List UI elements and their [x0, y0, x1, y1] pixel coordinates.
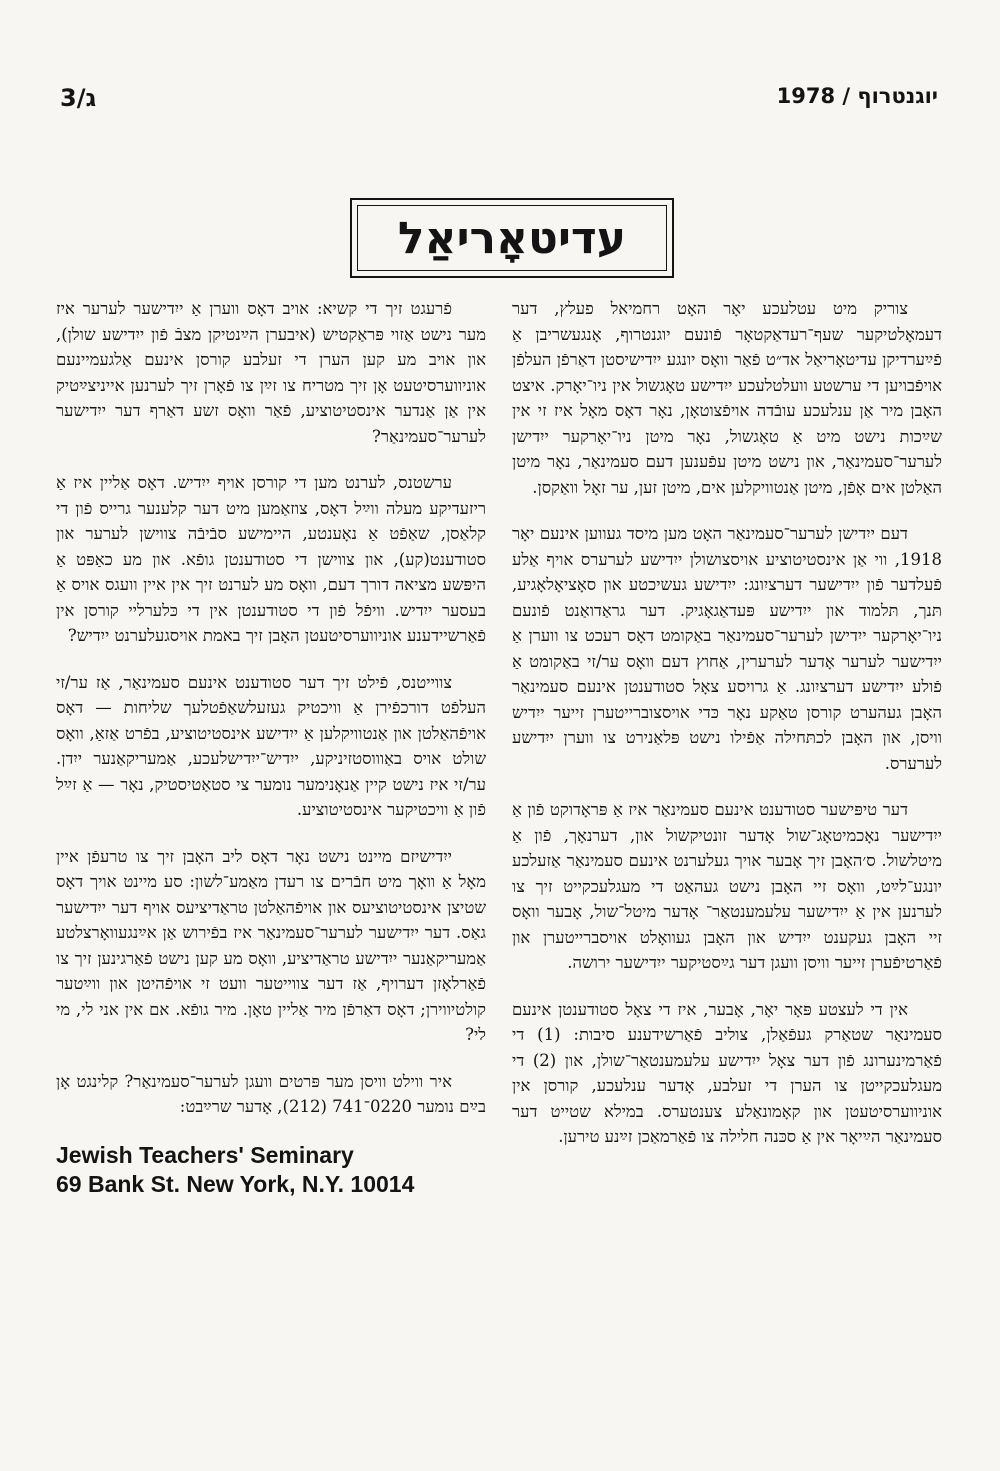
paragraph: ייִדישיזם מיינט נישט נאָר דאָס ליב האָבן זיך צו טרעפֿן איין מאָל אַ וואָך מיט חבֿרים צו רעדן מאַמע־לשון: סע מיינט אויך דאָס שטיצן אינסטיטוציעס און אויפֿהאַלטן טראַדיציעס אויף דער ייִדישער גאַס. דער ייִדישער לערער־סעמינאַר איז בפֿירוש אַן אײַנגעוואָרצלטע אַמעריקאַנער ייִדישע טראַדיציע, וואָס מע קען נישט פֿאַרגינען זיך צו פֿאַרלאָזן דערויף, אַז דער צווייטער וועט זי אויפֿהיטן און ווײַטער קולטיווירן; דאָס דאַרפֿן מיר אַליין טאָן. מיר גופֿא. אם אין אני לי, מי לי?	[56, 846, 486, 1044]
address-block	[56, 1141, 486, 1199]
issue-label: יוגנטרוף / 1978	[776, 84, 938, 108]
paragraph: ערשטנס, לערנט מען די קורסן אויף ייִדיש. דאָס אַליין איז אַ ריזעדיקע מעלה ווײַל דאָס, צוזאַמען מיט דער קלענער גרייס פֿון די קלאַסן, שאַפֿט אַ נאָענטע, היימישע סבֿיבֿה צווישן לערער און סטודענט(קע), און צווישן די סטודענטן גופֿא. און מע כאַפּט אַ היפּשע מציאה דורך דעם, וואָס מע לערנט זיך אין איין וועגס אויס אַ בעסער ייִדיש. וויפֿל פֿון די סטודענטן אין די כּלערליי קורסן אין פֿאַרשיידענע אוניווערסיטעטן האָבן זיך באמת אויסגעלערנט ייִדיש?	[56, 473, 486, 645]
title-box	[350, 198, 674, 278]
paragraph: צוריק מיט עטלעכע יאָר האָט רחמיאל פעלץ, דער דעמאָלטיקער שעף־רעדאַקטאָר פֿונעם יוגנטרוף, אָנגעשריבן אַ פֿײַערדיקן עדיטאָריאַל אד״ט פֿאַר וואָס יונגע ייִדישיסטן דאַרפֿן העלפֿן אויפֿבויען די ערשטע וועלטלעכע ייִדישע טאָגשול אין ניו־יאָרק. איצט האָבן מיר אַן ענלעכע עובֿדה אויפֿצוטאָן, נאָר דאָס מאָל איז זי אין שײַכות נישט מיט אַ טאָגשול, נאָר מיטן ניו־יאָרקער ייִדישן לערער־סעמינאַר, און נישט מיטן עפֿענען דעם סעמינאַר, נאָר מיטן האַלטן אים אָפֿן, מיטן אַנטוויקלען אים, מיטן זען, ער זאָל וואַקסן.	[512, 299, 942, 497]
paragraph: איר ווילט וויסן מער פּרטים וועגן לערער־סעמינאַר? קלינגט אָן בײַם נומער 0220־741 (212), אָדער שרײַבט:	[56, 1071, 486, 1116]
page-header	[60, 84, 938, 118]
editorial-title: עדיטאָריאַל	[397, 212, 627, 264]
left-column	[56, 296, 486, 1199]
paragraph: אין די לעצטע פּאָר יאָר, אָבער, איז די צאָל סטודענטן אינעם סעמינאַר שטאַרק געפֿאַלן, צוליב פֿאַרשידענע סיבות: (1) די פֿאַרמינערונג פֿון דער צאָל ייִדישע עלעמענטאַר־שולן, און (2) די מעגלעכקייטן צו הערן די זעלבע, אָדער ענלעכע, קורסן אין אוניווערסיטעטן און קאָמונאַלע צענטערס. במילא שטייט דער סעמינאַר הײַיאָר אין אַ סכּנה חלילה צו פֿאַרמאַכן זײַנע טירען.	[512, 999, 942, 1146]
paragraph: דער טיפּישער סטודענט אינעם סעמינאַר איז אַ פּראָדוקט פֿון אַ ייִדישער נאָכמיטאָג־שול אָדער זונטיקשול און, דערנאָך, פֿון אַ מיטלשול. ס׳האָבן זיך אָבער אויך געלערנט אינעם סעמינאַר אַזעלכע יונגע־לײַט, וואָס זיי האָבן נישט געהאַט די מעגלעכקייט זיך צו לערנען אין אַ ייִדישער עלעמענטאַר־ אָדער מיטל־שול, אָבער וואָס זיי האָבן געקענט ייִדיש און האָבן געוואָלט אויסברייטערן און פֿאַרטיפֿערן זייער וויסן וועגן דער גײַסטיקער ייִדישער ירושה.	[512, 800, 942, 972]
paragraph: דעם ייִדישן לערער־סעמינאַר האָט מען מיסד געווען אינעם יאָר 1918, ווי אַן אינסטיטוציע אויסצושולן ייִדישע לערערס אויף אַלע פֿעלדער פֿון ייִדישער דערציִונג: ייִדישע געשיכטע און סאָציאָלאָגיע, תּנך, תּלמוד און ייִדישע פּעדאַגאָגיק. דער גראַדואַנט פֿונעם ניו־יאָרקער ייִדישן לערער־סעמינאַר באַקומט דאָס רעכט צו ווערן אַ ייִדישער לערער אָדער לערערין, אַחוץ דעם וואָס ער/זי באַקומט אַ פֿולע ייִדישע דערציִונג. אַ גרויסע צאָל סטודענטן אינעם סעמינאַר האָבן געהערט קורסן טאַקע נאָר כּדי אויסצוברייטערן זייער ייִדיש וויסן, און האָבן לכתּחילה אַפֿילו נישט פּלאַנירט צו ווערן ייִדישע לערערס.	[512, 524, 942, 773]
page-number: ג/3	[60, 84, 97, 112]
address-organization: Jewish Teachers' Seminary	[56, 1141, 354, 1168]
paragraph: פֿרעגט זיך די קשיא: אויב דאָס ווערן אַ ייִדישער לערער איז מער נישט אַזוי פּראַקטיש (איבערן הײַנטיקן מצבֿ פֿון ייִדישע שולן), און אויב מע קען הערן די זעלבע קורסן אינעם אַלגעמיינעם אוניווערסיטעט אָן זיך מטריח צו זײַן צו פֿאָרן זיך לערנען אייניצײַטיק אין אַן אַנדער אינסטיטוציע, פֿאַר וואָס זשע דאַרף דער ייִדישער לערער־סעמינאַר?	[56, 299, 486, 446]
paragraph: צווייטנס, פֿילט זיך דער סטודענט אינעם סעמינאַר, אַז ער/זי העלפֿט דורכפֿירן אַ וויכטיק געזעלשאַפֿטלעך שליחות — דאָס אויפֿהאַלטן און אַנטוויקלען אַ ייִדישע אינסטיטוציע, בפֿרט אַזאַ, וואָס שולט אויס באַוווסטזיניקע, ייִדיש־ייִדישלעכע, אַמעריקאַנער ייִדן. ער/זי איז נישט קיין אַנאָנימער נומער צי סטאַטיסטיק, נאָר — אַ זײַל פֿון אַ וויכטיקער אינסטיטוציע.	[56, 672, 486, 819]
title-box-inner-frame	[357, 205, 667, 271]
address-street: 69 Bank St. New York, N.Y. 10014	[56, 1170, 415, 1197]
right-column	[512, 296, 942, 1171]
